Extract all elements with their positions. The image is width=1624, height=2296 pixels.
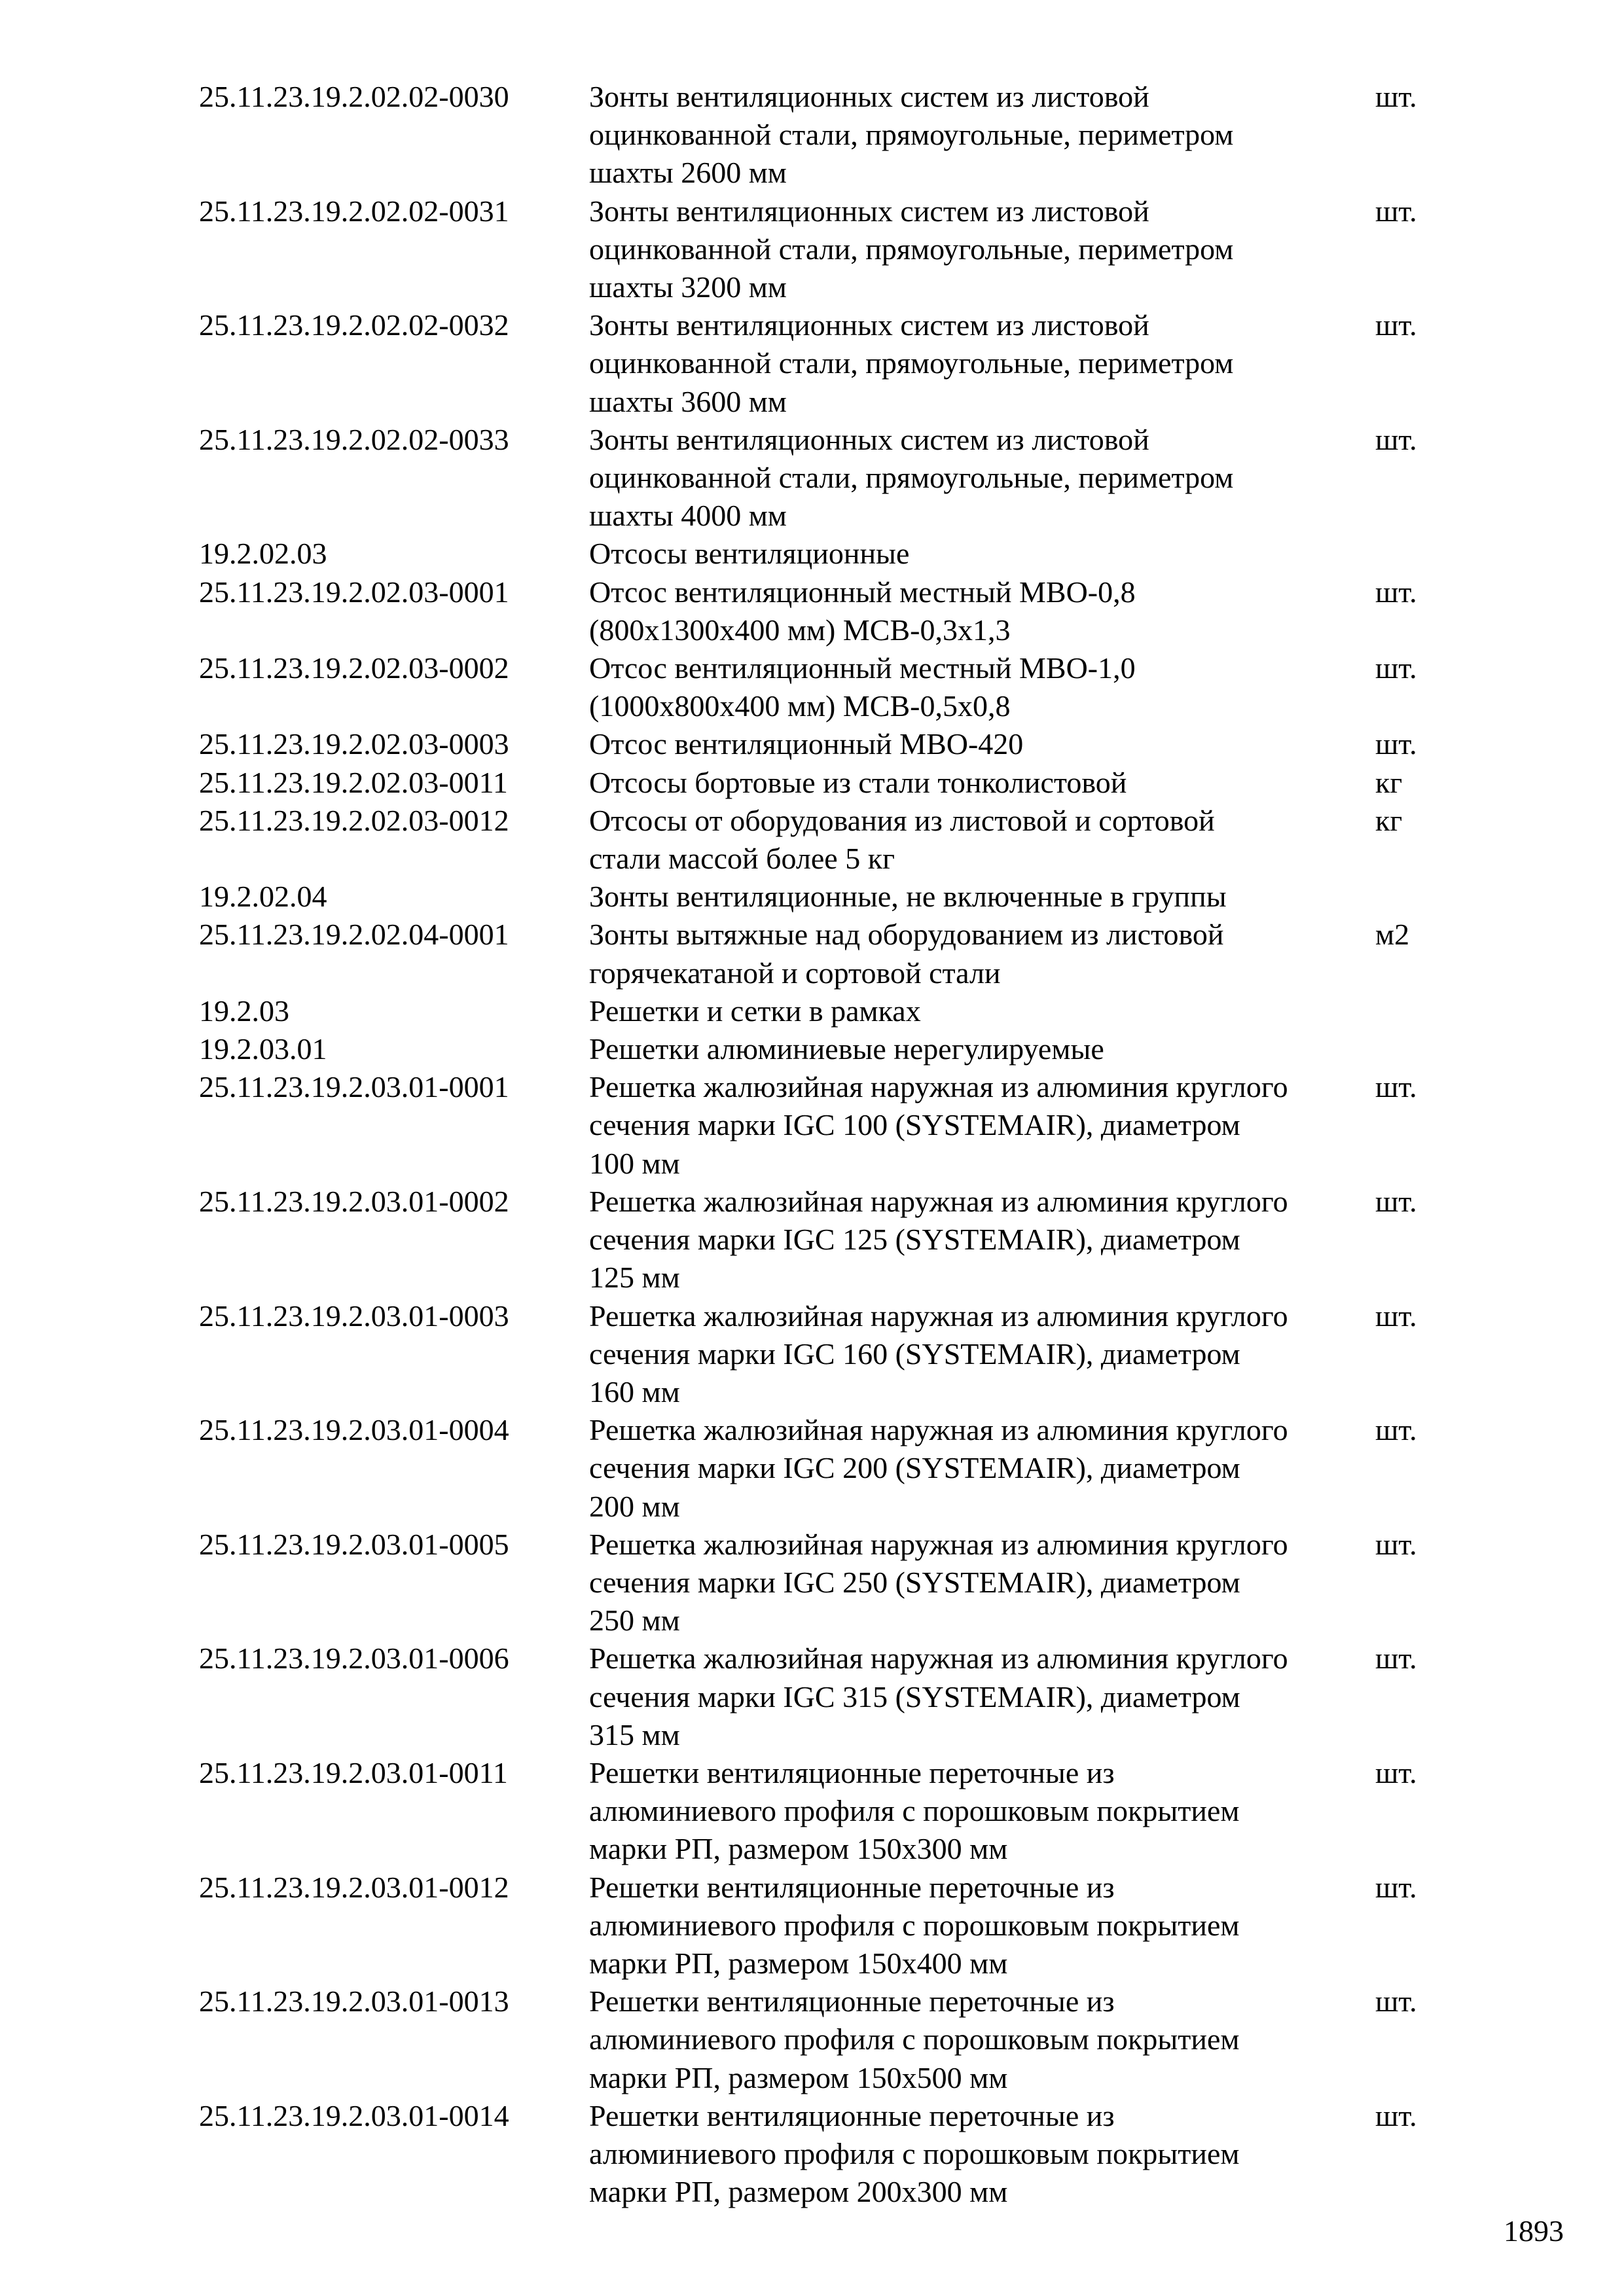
description-line: 125 мм bbox=[589, 1261, 680, 1295]
table-row bbox=[199, 1640, 1443, 1754]
description-line: марки РП, размером 150х400 мм bbox=[589, 1946, 1008, 1980]
description-line: Решетки вентиляционные переточные из bbox=[589, 2098, 1115, 2132]
item-code: 25.11.23.19.2.03.01-0013 bbox=[199, 1984, 509, 2018]
description-line: горячекатаной и сортовой стали bbox=[589, 956, 1001, 990]
item-description bbox=[589, 1526, 1375, 1640]
table-row bbox=[199, 649, 1443, 725]
item-description bbox=[589, 1754, 1375, 1869]
unit-of-measure: шт. bbox=[1375, 575, 1417, 609]
unit-of-measure: шт. bbox=[1375, 308, 1417, 342]
table-row bbox=[199, 1411, 1443, 1526]
item-description bbox=[589, 573, 1375, 649]
description-line: Отсосы бортовые из стали тонколистовой bbox=[589, 765, 1127, 799]
item-description bbox=[589, 1297, 1375, 1412]
item-code: 19.2.03.01 bbox=[199, 1032, 327, 1066]
unit-of-measure: шт. bbox=[1375, 1641, 1417, 1676]
table-row bbox=[199, 1297, 1443, 1412]
table-row bbox=[199, 725, 1443, 763]
item-code: 25.11.23.19.2.03.01-0002 bbox=[199, 1184, 509, 1218]
item-code: 25.11.23.19.2.03.01-0006 bbox=[199, 1641, 509, 1676]
unit-of-measure: шт. bbox=[1375, 1527, 1417, 1561]
item-description bbox=[589, 992, 1375, 1030]
description-line: Решетки вентиляционные переточные из bbox=[589, 1755, 1115, 1789]
table-row bbox=[199, 878, 1443, 916]
description-line: Отсос вентиляционный местный МВО-0,8 bbox=[589, 575, 1136, 609]
table-row bbox=[199, 1869, 1443, 1983]
item-description bbox=[589, 802, 1375, 878]
item-code: 25.11.23.19.2.02.02-0031 bbox=[199, 194, 509, 228]
unit-of-measure: шт. bbox=[1375, 1870, 1417, 1904]
unit-of-measure: шт. bbox=[1375, 1184, 1417, 1218]
item-description bbox=[589, 1640, 1375, 1754]
item-description bbox=[589, 1869, 1375, 1983]
item-code: 25.11.23.19.2.02.03-0012 bbox=[199, 803, 509, 837]
description-line: Решетка жалюзийная наружная из алюминия круглого bbox=[589, 1527, 1288, 1561]
unit-of-measure: шт. bbox=[1375, 1299, 1417, 1333]
item-description bbox=[589, 1030, 1375, 1068]
item-description bbox=[589, 1183, 1375, 1297]
description-line: шахты 2600 мм bbox=[589, 156, 787, 190]
item-code: 19.2.03 bbox=[199, 994, 289, 1028]
item-code: 19.2.02.04 bbox=[199, 880, 327, 914]
table-row bbox=[199, 192, 1443, 307]
item-code: 25.11.23.19.2.02.02-0030 bbox=[199, 80, 509, 113]
item-code: 25.11.23.19.2.03.01-0012 bbox=[199, 1870, 509, 1904]
unit-of-measure: шт. bbox=[1375, 727, 1417, 761]
table-row bbox=[199, 1754, 1443, 1869]
item-code: 25.11.23.19.2.03.01-0005 bbox=[199, 1527, 509, 1561]
unit-of-measure: шт. bbox=[1375, 1755, 1417, 1789]
description-line: Решетки и сетки в рамках bbox=[589, 994, 921, 1028]
description-line: сечения марки IGC 315 (SYSTEMAIR), диаметром bbox=[589, 1679, 1240, 1713]
description-line: Зонты вытяжные над оборудованием из листовой bbox=[589, 918, 1224, 952]
description-line: сечения марки IGC 160 (SYSTEMAIR), диаметром bbox=[589, 1336, 1240, 1371]
classifier-table bbox=[199, 78, 1443, 2211]
unit-of-measure: шт. bbox=[1375, 1413, 1417, 1447]
item-description bbox=[589, 306, 1375, 421]
description-line: сечения марки IGC 250 (SYSTEMAIR), диаметром bbox=[589, 1565, 1240, 1599]
description-line: Отсос вентиляционный МВО-420 bbox=[589, 727, 1024, 761]
description-line: Решетка жалюзийная наружная из алюминия круглого bbox=[589, 1299, 1288, 1333]
item-code: 25.11.23.19.2.02.03-0001 bbox=[199, 575, 509, 609]
item-description bbox=[589, 78, 1375, 192]
item-code: 19.2.02.03 bbox=[199, 537, 327, 571]
description-line: шахты 3200 мм bbox=[589, 270, 787, 304]
table-row bbox=[199, 1183, 1443, 1297]
description-line: 200 мм bbox=[589, 1489, 680, 1523]
item-code: 25.11.23.19.2.02.04-0001 bbox=[199, 918, 509, 952]
description-line: 100 мм bbox=[589, 1146, 680, 1180]
unit-of-measure: шт. bbox=[1375, 80, 1417, 113]
item-description bbox=[589, 2097, 1375, 2212]
unit-of-measure: кг bbox=[1375, 803, 1403, 837]
item-description bbox=[589, 192, 1375, 307]
description-line: 250 мм bbox=[589, 1604, 680, 1638]
unit-of-measure: шт. bbox=[1375, 1984, 1417, 2018]
item-description bbox=[589, 1982, 1375, 2097]
description-line: Зонты вентиляционных систем из листовой bbox=[589, 308, 1149, 342]
description-line: 160 мм bbox=[589, 1374, 680, 1408]
description-line: шахты 3600 мм bbox=[589, 384, 787, 418]
unit-of-measure: шт. bbox=[1375, 194, 1417, 228]
unit-of-measure: кг bbox=[1375, 765, 1403, 799]
description-line: Решетка жалюзийная наружная из алюминия круглого bbox=[589, 1184, 1288, 1218]
description-line: Зонты вентиляционных систем из листовой bbox=[589, 80, 1149, 113]
item-description bbox=[589, 421, 1375, 535]
description-line: (800х1300х400 мм) МСВ-0,3х1,3 bbox=[589, 613, 1011, 647]
item-code: 25.11.23.19.2.03.01-0001 bbox=[199, 1070, 509, 1104]
table-row bbox=[199, 1982, 1443, 2097]
description-line: сечения марки IGC 100 (SYSTEMAIR), диаметром bbox=[589, 1108, 1240, 1142]
table-row bbox=[199, 916, 1443, 992]
description-line: Зонты вентиляционных систем из листовой bbox=[589, 422, 1149, 456]
item-code: 25.11.23.19.2.03.01-0011 bbox=[199, 1755, 508, 1789]
description-line: марки РП, размером 150х300 мм bbox=[589, 1832, 1008, 1866]
unit-of-measure: шт. bbox=[1375, 651, 1417, 685]
description-line: марки РП, размером 150х500 мм bbox=[589, 2060, 1008, 2094]
item-description bbox=[589, 1411, 1375, 1526]
description-line: оцинкованной стали, прямоугольные, периметром bbox=[589, 346, 1234, 380]
description-line: 315 мм bbox=[589, 1717, 680, 1751]
page-number: 1893 bbox=[1504, 2214, 1564, 2248]
item-description bbox=[589, 649, 1375, 725]
table-row bbox=[199, 2097, 1443, 2212]
description-line: Решетки алюминиевые нерегулируемые bbox=[589, 1032, 1104, 1066]
description-line: Решетки вентиляционные переточные из bbox=[589, 1870, 1115, 1904]
description-line: оцинкованной стали, прямоугольные, периметром bbox=[589, 232, 1234, 266]
description-line: стали массой более 5 кг bbox=[589, 842, 895, 876]
description-line: Решетка жалюзийная наружная из алюминия круглого bbox=[589, 1413, 1288, 1447]
description-line: алюминиевого профиля с порошковым покрытием bbox=[589, 1794, 1240, 1828]
description-line: оцинкованной стали, прямоугольные, периметром bbox=[589, 461, 1234, 495]
description-line: Решетки вентиляционные переточные из bbox=[589, 1984, 1115, 2018]
item-code: 25.11.23.19.2.03.01-0014 bbox=[199, 2098, 509, 2132]
description-line: Решетка жалюзийная наружная из алюминия круглого bbox=[589, 1641, 1288, 1676]
table-row bbox=[199, 573, 1443, 649]
unit-of-measure: шт. bbox=[1375, 1070, 1417, 1104]
description-line: оцинкованной стали, прямоугольные, периметром bbox=[589, 118, 1234, 152]
description-line: Зонты вентиляционных систем из листовой bbox=[589, 194, 1149, 228]
item-description bbox=[589, 878, 1375, 916]
table-row bbox=[199, 306, 1443, 421]
description-line: алюминиевого профиля с порошковым покрытием bbox=[589, 2136, 1240, 2170]
table-row bbox=[199, 802, 1443, 878]
item-description bbox=[589, 764, 1375, 802]
item-description bbox=[589, 916, 1375, 992]
description-line: сечения марки IGC 125 (SYSTEMAIR), диаметром bbox=[589, 1223, 1240, 1257]
table-row bbox=[199, 535, 1443, 573]
table-row bbox=[199, 764, 1443, 802]
table-row bbox=[199, 421, 1443, 535]
unit-of-measure: шт. bbox=[1375, 422, 1417, 456]
description-line: алюминиевого профиля с порошковым покрытием bbox=[589, 2022, 1240, 2056]
description-line: алюминиевого профиля с порошковым покрытием bbox=[589, 1908, 1240, 1942]
table-row bbox=[199, 992, 1443, 1030]
unit-of-measure: шт. bbox=[1375, 2098, 1417, 2132]
description-line: сечения марки IGC 200 (SYSTEMAIR), диаметром bbox=[589, 1451, 1240, 1485]
table-row bbox=[199, 1030, 1443, 1068]
item-code: 25.11.23.19.2.03.01-0004 bbox=[199, 1413, 509, 1447]
unit-of-measure: м2 bbox=[1375, 918, 1410, 952]
item-description bbox=[589, 1068, 1375, 1183]
item-code: 25.11.23.19.2.02.03-0003 bbox=[199, 727, 509, 761]
description-line: Зонты вентиляционные, не включенные в группы bbox=[589, 880, 1227, 914]
description-line: Отсосы от оборудования из листовой и сортовой bbox=[589, 803, 1215, 837]
description-line: Отсос вентиляционный местный МВО-1,0 bbox=[589, 651, 1136, 685]
item-code: 25.11.23.19.2.02.02-0033 bbox=[199, 422, 509, 456]
description-line: шахты 4000 мм bbox=[589, 499, 787, 533]
table-row bbox=[199, 1068, 1443, 1183]
item-code: 25.11.23.19.2.03.01-0003 bbox=[199, 1299, 509, 1333]
description-line: (1000х800х400 мм) МСВ-0,5х0,8 bbox=[589, 689, 1011, 723]
table-row bbox=[199, 78, 1443, 192]
table-row bbox=[199, 1526, 1443, 1640]
item-description bbox=[589, 725, 1375, 763]
item-code: 25.11.23.19.2.02.03-0011 bbox=[199, 765, 508, 799]
item-code: 25.11.23.19.2.02.02-0032 bbox=[199, 308, 509, 342]
description-line: марки РП, размером 200х300 мм bbox=[589, 2175, 1008, 2209]
item-description bbox=[589, 535, 1375, 573]
description-line: Решетка жалюзийная наружная из алюминия круглого bbox=[589, 1070, 1288, 1104]
item-code: 25.11.23.19.2.02.03-0002 bbox=[199, 651, 509, 685]
description-line: Отсосы вентиляционные bbox=[589, 537, 910, 571]
